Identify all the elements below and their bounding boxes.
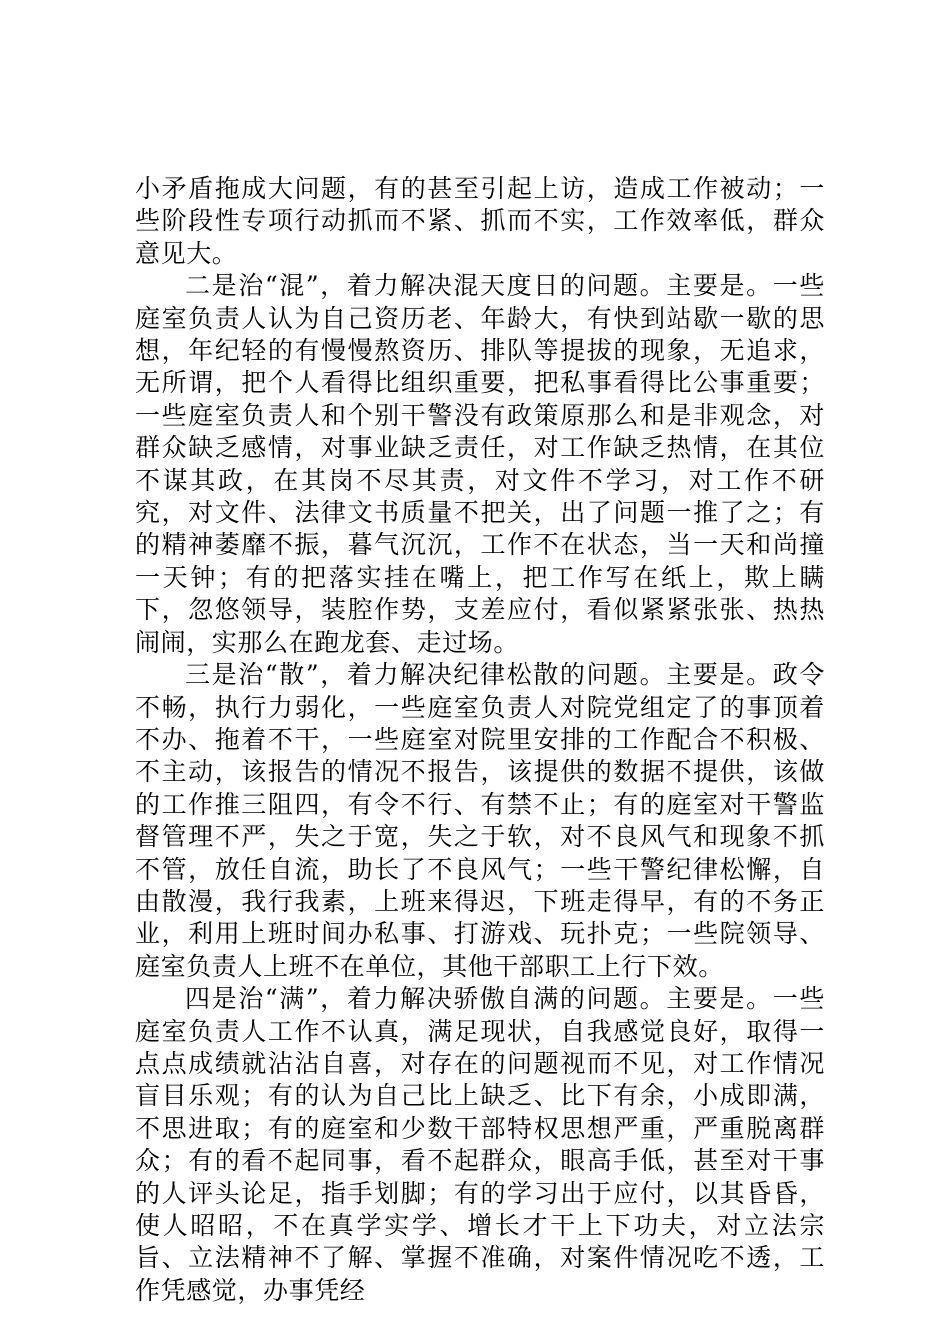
document-body — [135, 173, 825, 1307]
paragraph-1: 小矛盾拖成大问题，有的甚至引起上访，造成工作被动；一些阶段性专项行动抓而不紧、抓而不实，工作效率低，群众意见大。 — [135, 174, 825, 268]
paragraph-3: 三是治“散”，着力解决纪律松散的问题。主要是。政令不畅，执行力弱化，一些庭室负责人对院党组定了的事顶着不办、拖着不干，一些庭室对院里安排的工作配合不积极、不主动，该报告的情况不报告，该提供的数据不提供，该做的工作推三阻四，有令不行、有禁不止；有的庭室对干警监督管理不严，失之于宽，失之于软，对不良风气和现象不抓不管，放任自流，助长了不良风气；一些干警纪律松懈，自由散漫，我行我素，上班来得迟，下班走得早，有的不务正业，利用上班时间办私事、打游戏、玩扑克；一些院领导、庭室负责人上班不在单位，其他干部职工上行下效。 — [135, 660, 825, 981]
paragraph-4: 四是治“满”，着力解决骄傲自满的问题。主要是。一些庭室负责人工作不认真，满足现状，自我感觉良好，取得一点点成绩就沾沾自喜，对存在的问题视而不见，对工作情况盲目乐观；有的认为自己比上缺乏、比下有余，小成即满，不思进取；有的庭室和少数干部特权思想严重，严重脱离群众；有的看不起同事，看不起群众，眼高手低，甚至对干事的人评头论足，指手划脚；有的学习出于应付，以其昏昏，使人昭昭，不在真学实学、增长才干上下功夫，对立法宗旨、立法精神不了解、掌握不准确，对案件情况吃不透，工作凭感觉，办事凭经 — [135, 984, 825, 1305]
paragraph-2: 二是治“混”，着力解决混天度日的问题。主要是。一些庭室负责人认为自己资历老、年龄大，有快到站歇一歇的思想，年纪轻的有慢慢熬资历、排队等提拔的现象，无追求，无所谓，把个人看得比组织重要，把私事看得比公事重要；一些庭室负责人和个别干警没有政策原那么和是非观念，对群众缺乏感情，对事业缺乏责任，对工作缺乏热情，在其位不谋其政，在其岗不尽其责，对文件不学习，对工作不研究，对文件、法律文书质量不把关，出了问题一推了之；有的精神萎靡不振，暮气沉沉，工作不在状态，当一天和尚撞一天钟；有的把落实挂在嘴上，把工作写在纸上，欺上瞒下，忽悠领导，装腔作势，支差应付，看似紧紧张张、热热闹闹，实那么在跑龙套、走过场。 — [135, 271, 825, 657]
